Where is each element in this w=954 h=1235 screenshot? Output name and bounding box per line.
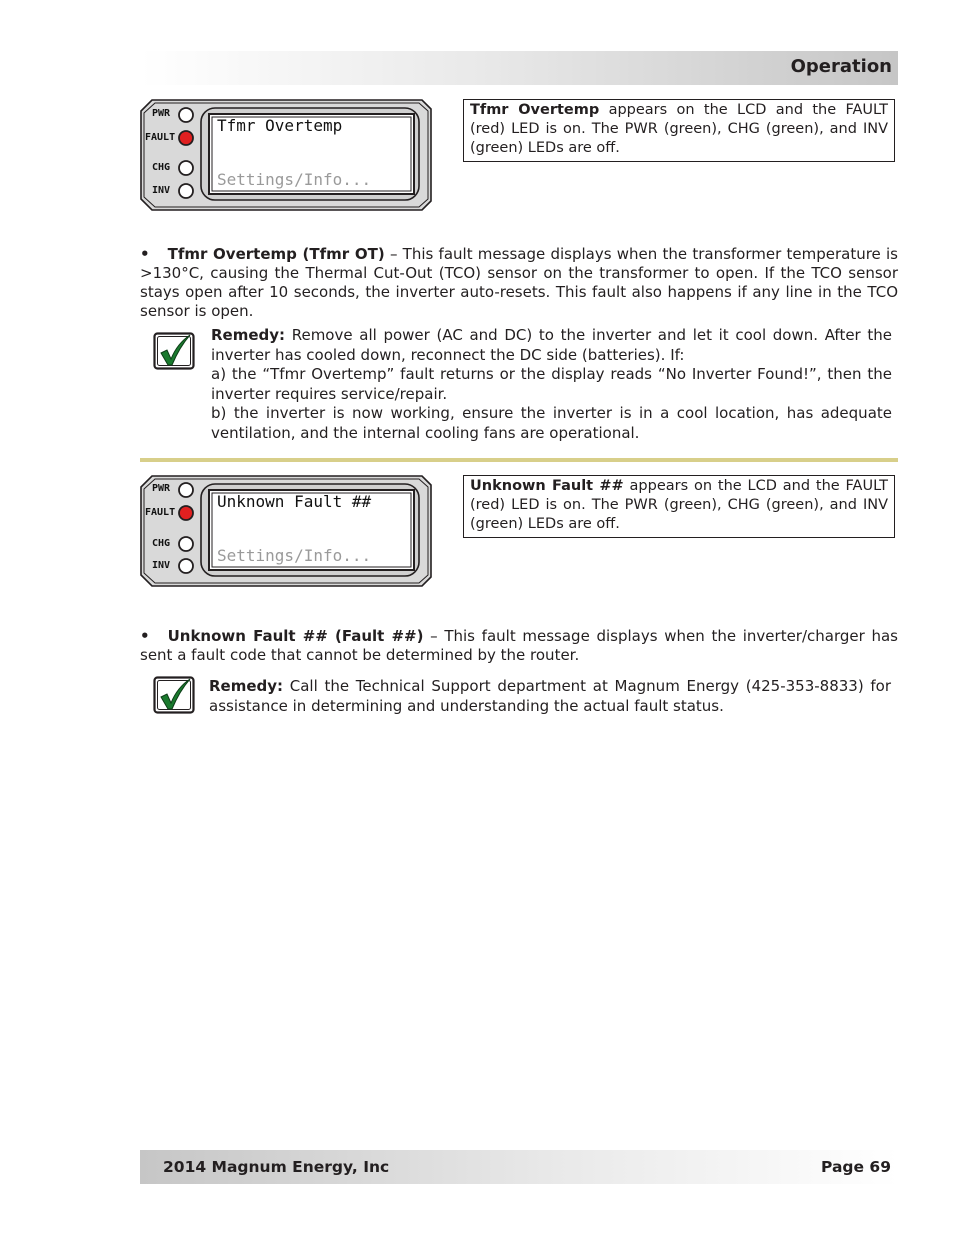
fault-bullet-paragraph (140, 627, 898, 665)
remedy-label: Remedy: (211, 326, 286, 344)
chg-led (179, 161, 193, 175)
remedy-option-b: b) the inverter is now working, ensure the inverter is in a cool location, has adequate ventilation, and the internal cooling fans are operational. (211, 404, 892, 442)
pwr-label: PWR (152, 108, 171, 119)
checkmark-icon (153, 676, 195, 714)
bullet-bold: Tfmr Overtemp (Tfmr OT) (167, 245, 385, 263)
inv-label: INV (152, 560, 171, 571)
lcd-line-2: Settings/Info... (217, 546, 372, 565)
pwr-led (179, 108, 193, 122)
lcd-line-2: Settings/Info... (217, 170, 372, 189)
chg-label: CHG (152, 162, 171, 173)
fault-led (179, 506, 193, 520)
checkmark-icon (153, 332, 195, 370)
lcd-line-1: Unknown Fault ## (217, 492, 372, 511)
bullet-bold: Unknown Fault ## (Fault ##) (167, 627, 424, 645)
remedy-label: Remedy: (209, 677, 284, 695)
bullet-icon: • (140, 627, 150, 645)
section-divider (140, 458, 898, 462)
inv-led (179, 184, 193, 198)
lcd-description-box (463, 475, 895, 538)
inv-led (179, 559, 193, 573)
chg-led (179, 537, 193, 551)
remedy-text: Remove all power (AC and DC) to the inverter and let it cool down. After the inverter has cooled down, reconnect the DC side (batteries). If: (211, 326, 892, 364)
page-number: Page 69 (821, 1158, 891, 1176)
desc-bold: Tfmr Overtemp (470, 102, 600, 118)
section-title: Operation (790, 56, 892, 77)
fault-bullet-paragraph (140, 245, 898, 321)
desc-bold: Unknown Fault ## (470, 478, 624, 494)
header-bar (140, 51, 898, 85)
remedy-block (211, 326, 892, 443)
pwr-label: PWR (152, 483, 171, 494)
bullet-text: – This fault message displays when the inverter/charger has sent a fault code that cannot be determined by the router. (140, 627, 898, 664)
desc-text: appears on the LCD and the FAULT (red) LED is on. The PWR (green), CHG (green), and INV (green) LEDs are off. (470, 478, 889, 532)
chg-label: CHG (152, 538, 171, 549)
bullet-icon: • (140, 245, 150, 263)
footer-bar (140, 1150, 898, 1184)
fault-led (179, 131, 193, 145)
remote-display-panel (140, 99, 434, 213)
lcd-description-box (463, 99, 895, 162)
fault-label: FAULT (145, 507, 176, 518)
lcd-line-1: Tfmr Overtemp (217, 116, 343, 135)
fault-label: FAULT (145, 132, 176, 143)
remedy-option-a: a) the “Tfmr Overtemp” fault returns or the display reads “No Inverter Found!”, then the inverter requires service/repair. (211, 365, 892, 403)
remote-display-panel (140, 475, 434, 589)
pwr-led (179, 483, 193, 497)
remedy-block (209, 677, 891, 716)
footer-copyright: 2014 Magnum Energy, Inc (163, 1158, 390, 1176)
desc-text: appears on the LCD and the FAULT (red) LED is on. The PWR (green), CHG (green), and INV (green) LEDs are off. (470, 102, 888, 156)
inv-label: INV (152, 185, 171, 196)
bullet-text: – This fault message displays when the transformer temperature is >130°C, causing the Thermal Cut-Out (TCO) sensor on the transformer to open. If the TCO sensor stays open after 10 seconds, the inverter auto-resets. This fault also happens if any line in the TCO sensor is open. (140, 245, 898, 320)
remedy-text: Call the Technical Support department at Magnum Energy (425-353-8833) for assistance in determining and understanding the actual fault status. (209, 677, 891, 715)
